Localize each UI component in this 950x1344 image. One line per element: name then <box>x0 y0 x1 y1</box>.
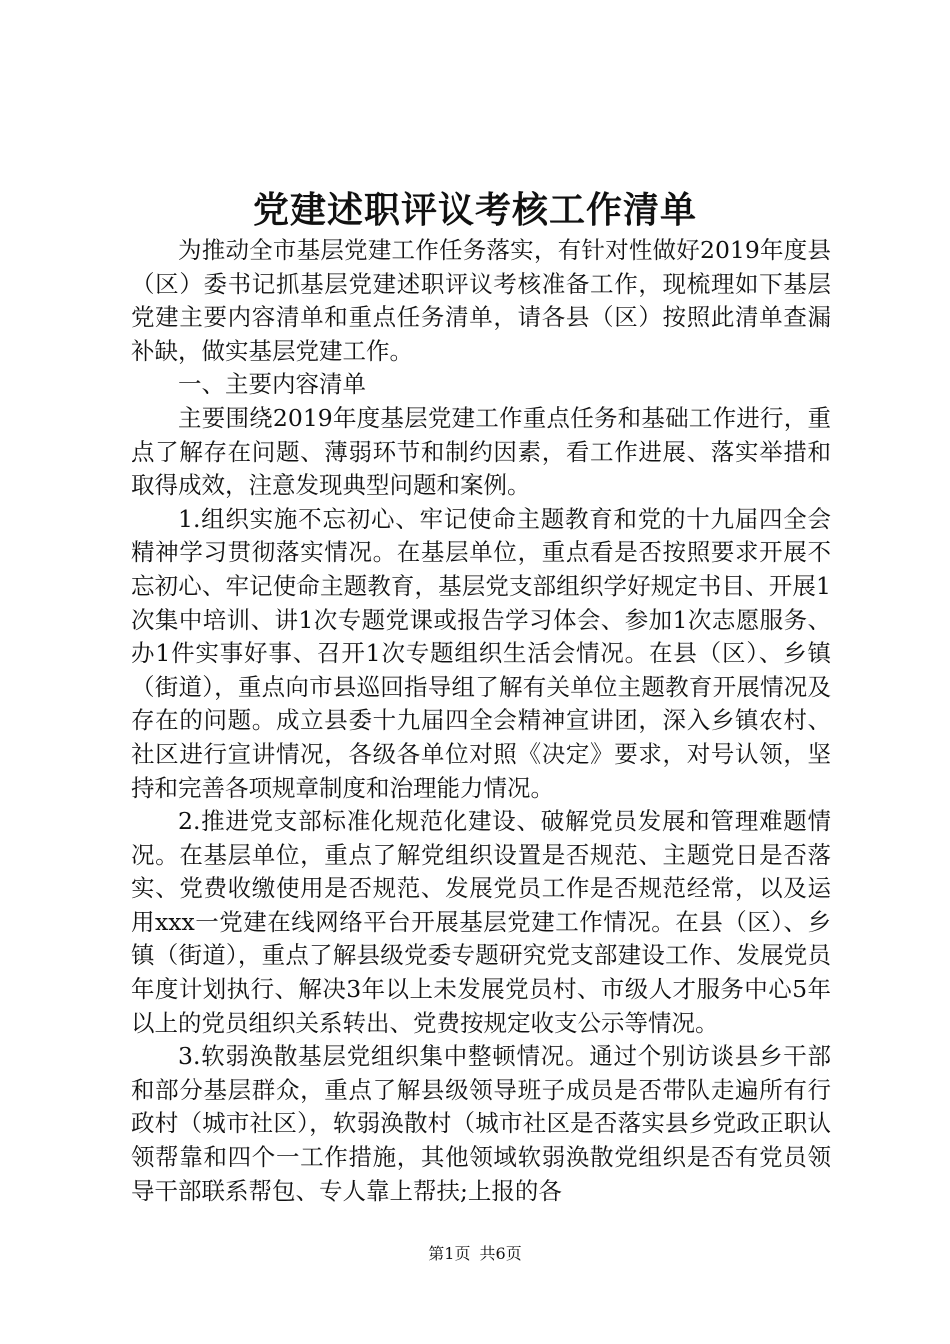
section-heading: 一、主要内容清单 <box>178 370 366 399</box>
page-footer <box>0 1242 950 1266</box>
paragraph-item-1: 1.组织实施不忘初心、牢记使命主题教育和党的十九届四全会精神学习贯彻落实情况。在基层单位，重点看是否按照要求开展不忘初心、牢记使命主题教育，基层党支部组织学好规定书目、开展1次集中培训、讲1次专题党课或报告学习体会、参加1次志愿服务、办1件实事好事、召开1次专题组织生活会情况。在县（区）、乡镇（街道），重点向市县巡回指导组了解有关单位主题教育开展情况及存在的问题。成立县委十九届四全会精神宣讲团，深入乡镇农村、社区进行宣讲情况，各级各单位对照《决定》要求，对号认领，坚持和完善各项规章制度和治理能力情况。 <box>131 504 831 802</box>
paragraph-item-2: 2.推进党支部标准化规范化建设、破解党员发展和管理难题情况。在基层单位，重点了解党组织设置是否规范、主题党日是否落实、党费收缴使用是否规范、发展党员工作是否规范经常，以及运用xxx一党建在线网络平台开展基层党建工作情况。在县（区）、乡镇（街道），重点了解县级党委专题研究党支部建设工作、发展党员年度计划执行、解决3年以上未发展党员村、市级人才服务中心5年以上的党员组织关系转出、党费按规定收支公示等情况。 <box>131 807 831 1037</box>
paragraph-overview: 主要围绕2019年度基层党建工作重点任务和基础工作进行，重点了解存在问题、薄弱环节和制约因素，看工作进展、落实举措和取得成效，注意发现典型问题和案例。 <box>131 403 831 500</box>
document-title: 党建述职评议考核工作清单 <box>252 189 697 231</box>
page-number: 第1页 <box>428 1244 471 1263</box>
paragraph-intro: 为推动全市基层党建工作任务落实，有针对性做好2019年度县（区）委书记抓基层党建述职评议考核准备工作，现梳理如下基层党建主要内容清单和重点任务清单，请各县（区）按照此清单查漏补缺，做实基层党建工作。 <box>131 236 831 365</box>
paragraph-item-3: 3.软弱涣散基层党组织集中整顿情况。通过个别访谈县乡干部和部分基层群众，重点了解县级领导班子成员是否带队走遍所有行政村（城市社区），软弱涣散村（城市社区是否落实县乡党政正职认领帮靠和四个一工作措施，其他领域软弱涣散党组织是否有党员领导干部联系帮包、专人靠上帮扶;上报的各 <box>131 1042 831 1205</box>
page-total: 共6页 <box>479 1244 522 1263</box>
document-body <box>131 234 831 1208</box>
